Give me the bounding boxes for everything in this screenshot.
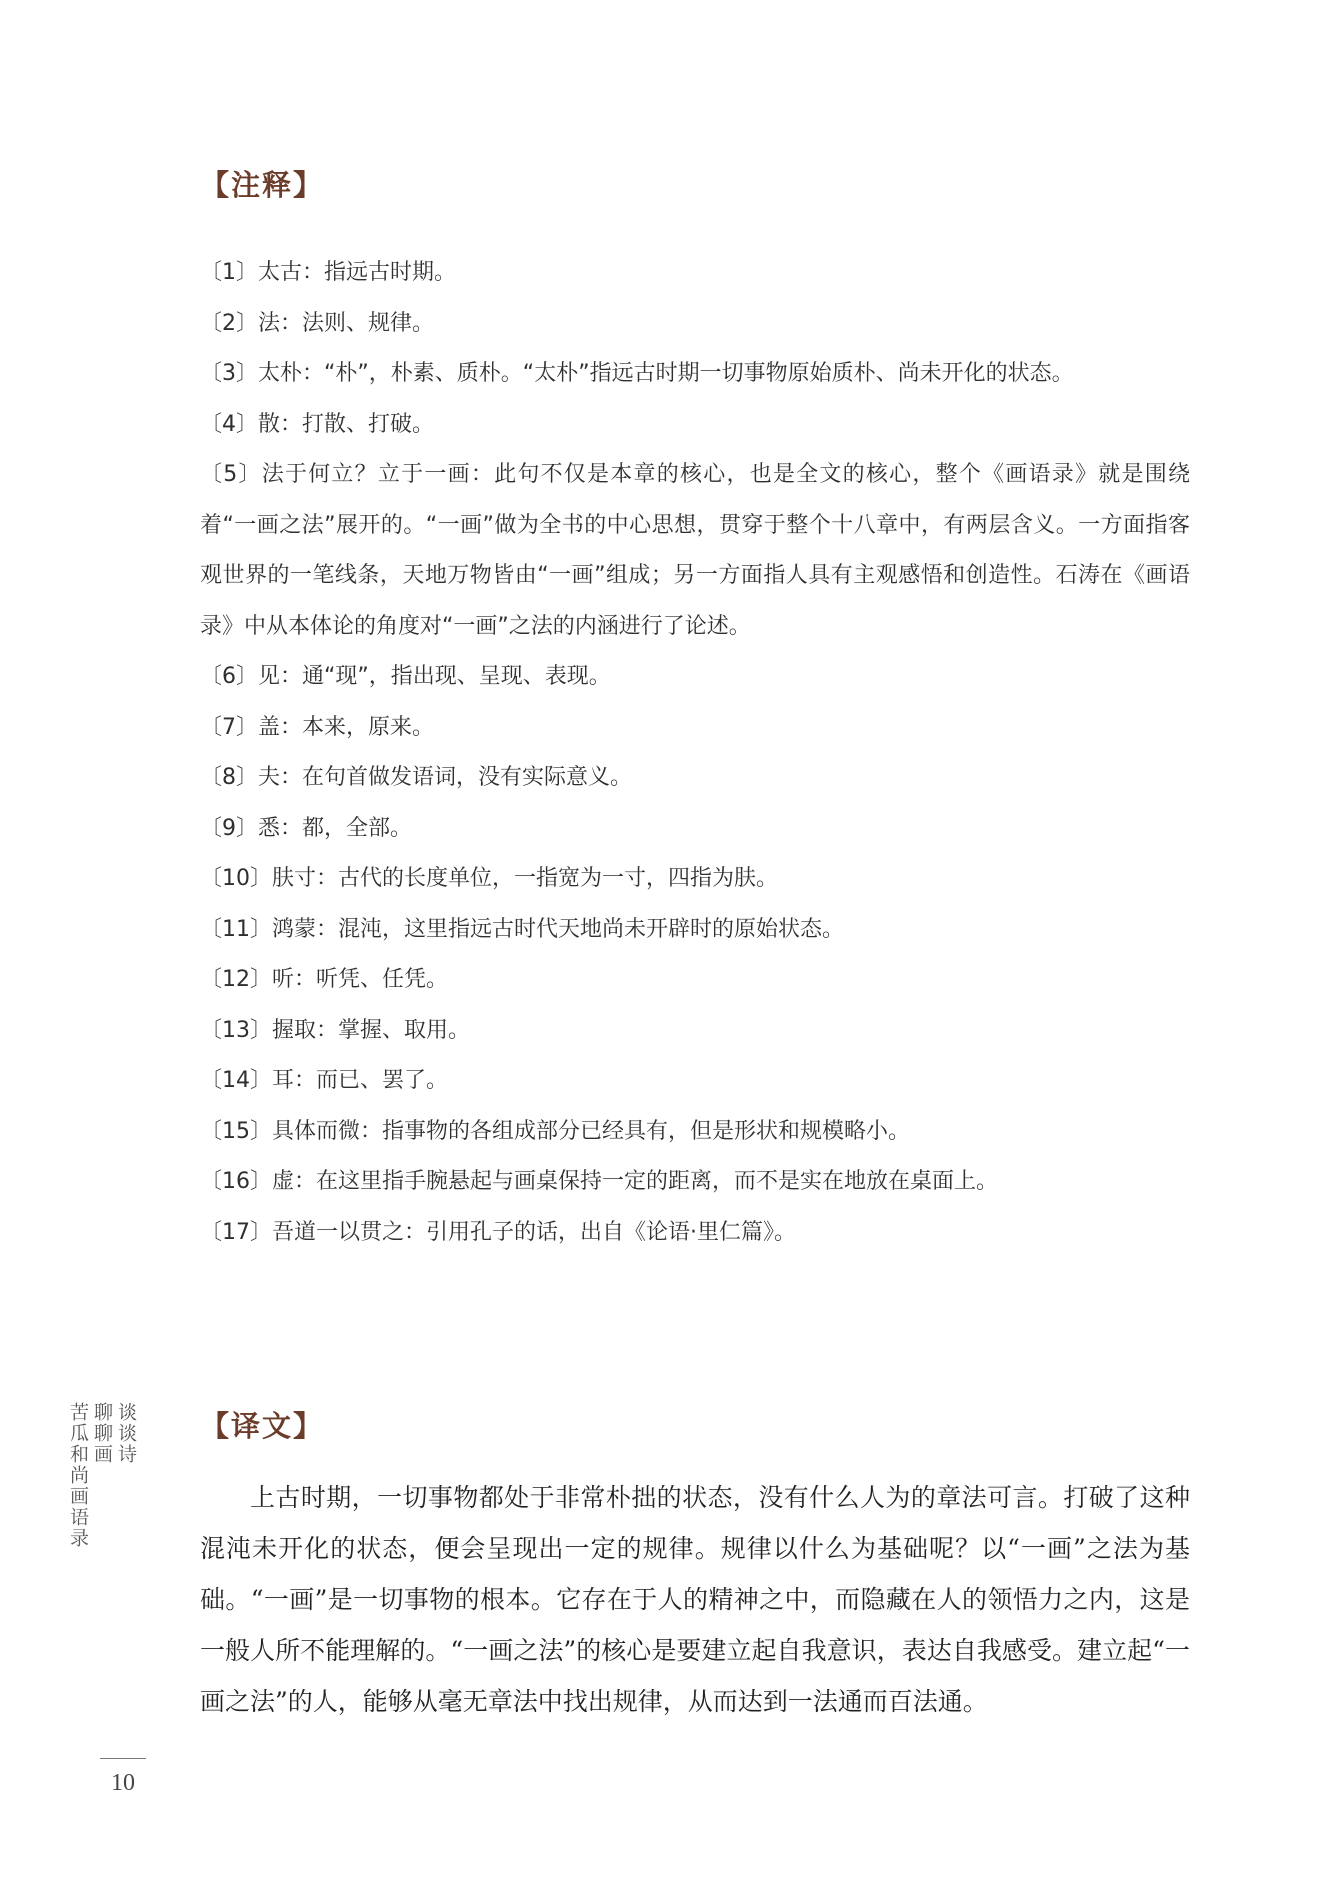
page-number: 10 (111, 1770, 135, 1796)
note-item: 〔11〕鸿蒙：混沌，这里指远古时代天地尚未开辟时的原始状态。 (200, 916, 844, 942)
notes-heading: 【注释】 (200, 168, 325, 202)
running-title-part: 苦瓜和尚画语录 (67, 1402, 89, 1549)
note-item: 〔10〕肤寸：古代的长度单位，一指宽为一寸，四指为肤。 (200, 866, 778, 891)
page-number-rule (100, 1758, 146, 1759)
running-title-part: 谈谈诗 (115, 1402, 137, 1465)
note-item: 〔12〕听：听凭、任凭。 (200, 967, 448, 992)
note-item: 〔15〕具体而微：指事物的各组成部分已经具有，但是形状和规模略小。 (200, 1118, 910, 1144)
note-item: 〔5〕法于何立？立于一画：此句不仅是本章的核心，也是全文的核心，整个《画语录》就是围绕着“一画之法”展开的。“一画”做为全书的中心思想，贯穿于整个十八章中，有两层含义。一方面指客观世界的一笔线条，天地万物皆由“一画”组成；另一方面指人具有主观感悟和创造性。石涛在《画语录》中从本体论的角度对“一画”之法的内涵进行了论述。 (200, 462, 1190, 639)
note-item: 〔17〕吾道一以贯之：引用孔子的话，出自《论语·里仁篇》。 (200, 1219, 796, 1245)
note-item: 〔8〕夫：在句首做发语词，没有实际意义。 (200, 765, 632, 790)
notes-list (200, 248, 1190, 1258)
note-item: 〔1〕太古：指远古时期。 (200, 260, 456, 285)
note-item: 〔6〕见：通“现”，指出现、呈现、表现。 (200, 664, 611, 689)
note-item: 〔7〕盖：本来，原来。 (200, 714, 434, 740)
translation-heading: 【译文】 (200, 1409, 325, 1443)
note-item: 〔3〕太朴：“朴”，朴素、质朴。“太朴”指远古时期一切事物原始质朴、尚未开化的状态。 (200, 361, 1074, 386)
note-item: 〔2〕法：法则、规律。 (200, 310, 434, 336)
note-item: 〔14〕耳：而已、罢了。 (200, 1068, 448, 1093)
running-title-part: 聊聊画 (91, 1402, 113, 1465)
note-item: 〔13〕握取：掌握、取用。 (200, 1017, 470, 1043)
running-book-title (67, 1402, 138, 1563)
translation-paragraph: 上古时期，一切事物都处于非常朴拙的状态，没有什么人为的章法可言。打破了这种混沌未开化的状态，便会呈现出一定的规律。规律以什么为基础呢？以“一画”之法为基础。“一画”是一切事物的根本。它存在于人的精神之中，而隐藏在人的领悟力之内，这是一般人所不能理解的。“一画之法”的核心是要建立起自我意识，表达自我感受。建立起“一画之法”的人，能够从毫无章法中找出规律，从而达到一法通而百法通。 (200, 1483, 1190, 1716)
note-item: 〔4〕散：打散、打破。 (200, 411, 434, 437)
note-item: 〔16〕虚：在这里指手腕悬起与画桌保持一定的距离，而不是实在地放在桌面上。 (200, 1169, 998, 1194)
note-item: 〔9〕悉：都，全部。 (200, 815, 412, 841)
